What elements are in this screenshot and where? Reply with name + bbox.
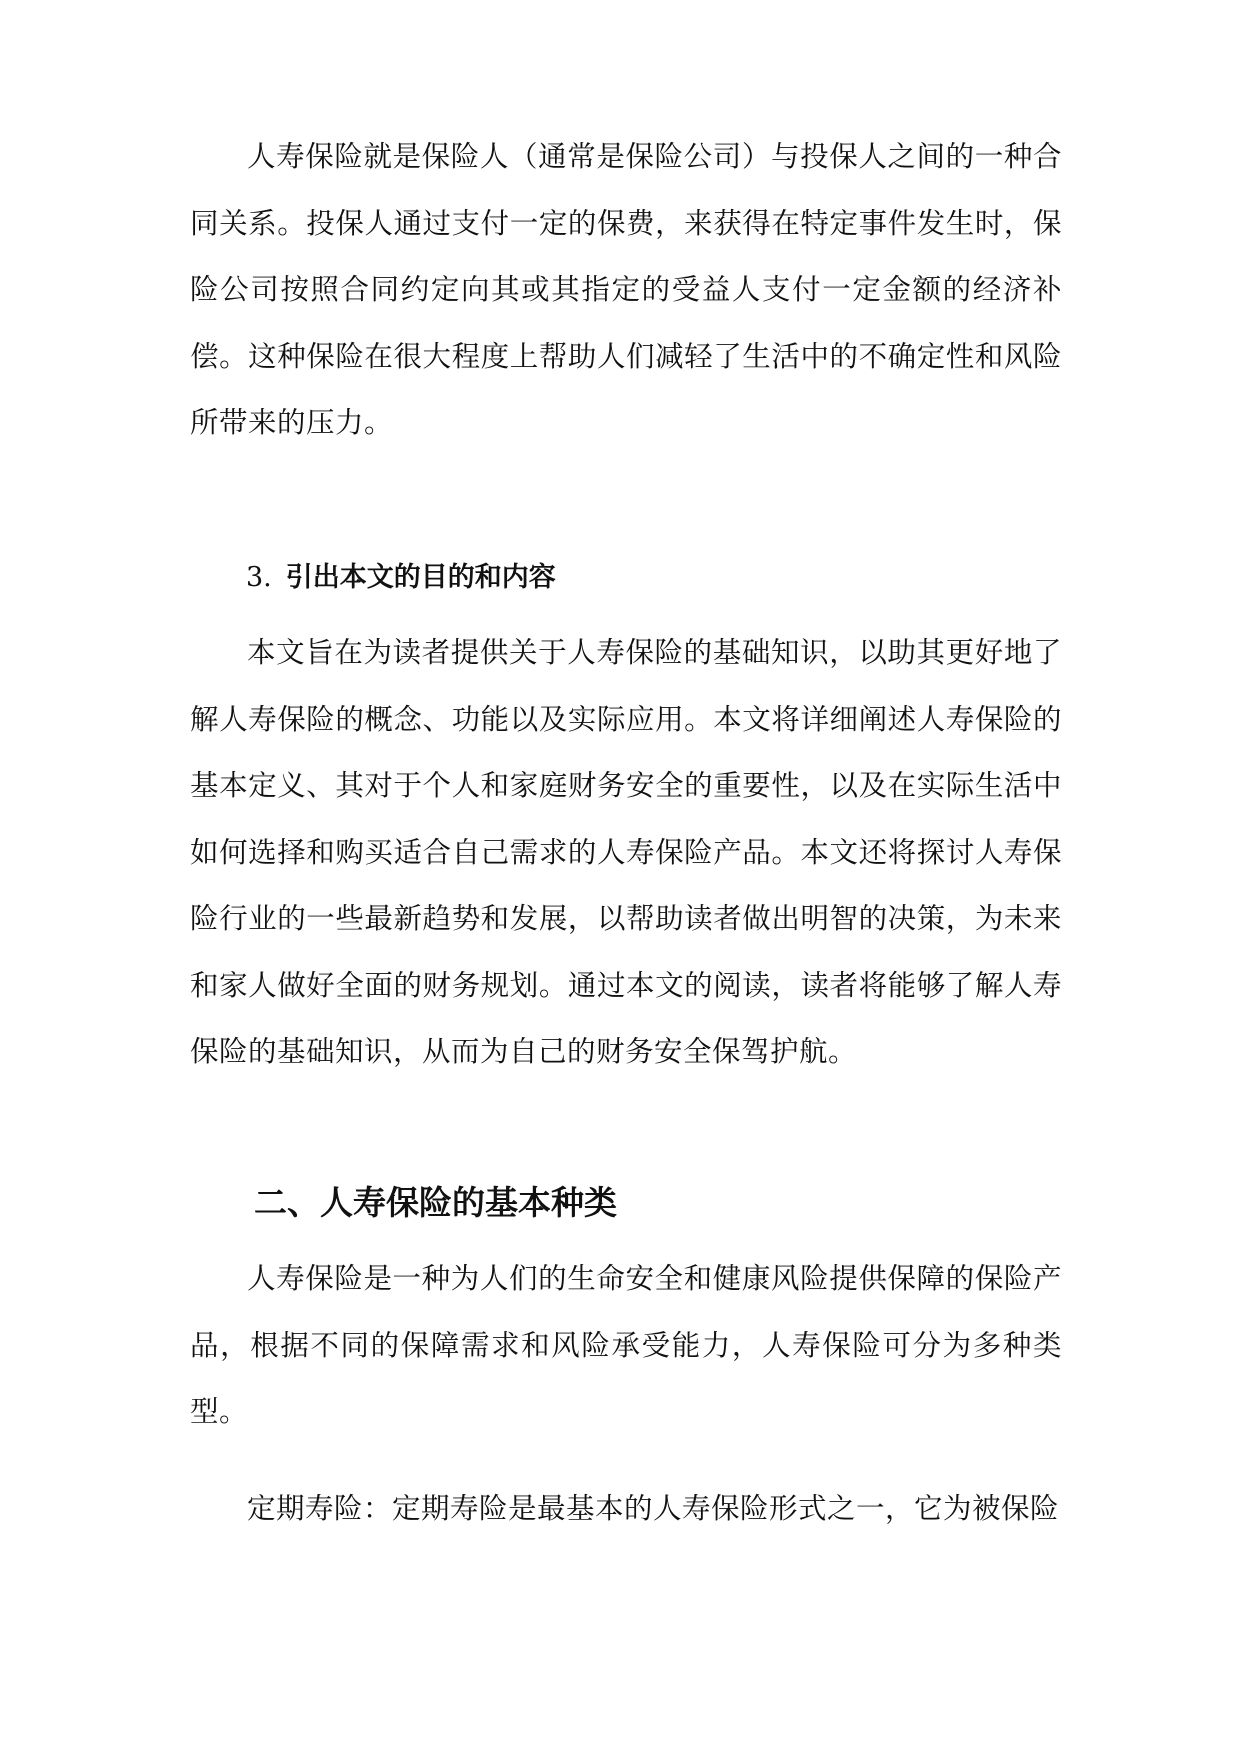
intro-paragraph: 人寿保险就是保险人（通常是保险公司）与投保人之间的一种合同关系。投保人通过支付一定的保费，来获得在特定事件发生时，保险公司按照合同约定向其或其指定的受益人支付一定金额的经济补偿。这种保险在很大程度上帮助人们减轻了生活中的不确定性和风险所带来的压力。: [190, 140, 1062, 439]
subsection-number: 3.: [246, 562, 272, 593]
purpose-paragraph: 本文旨在为读者提供关于人寿保险的基础知识，以助其更好地了解人寿保险的概念、功能以及实际应用。本文将详细阐述人寿保险的基本定义、其对于个人和家庭财务安全的重要性，以及在实际生活中如何选择和购买适合自己需求的人寿保险产品。本文还将探讨人寿保险行业的一些最新趋势和发展，以帮助读者做出明智的决策，为未来和家人做好全面的财务规划。通过本文的阅读，读者将能够了解人寿保险的基础知识，从而为自己的财务安全保驾护航。: [190, 636, 1062, 1068]
section-heading: 二、人寿保险的基本种类: [254, 1183, 617, 1222]
subsection-heading: [190, 558, 1118, 598]
term-life-paragraph: 定期寿险：定期寿险是最基本的人寿保险形式之一，它为被保险: [247, 1492, 1060, 1525]
types-intro-paragraph: 人寿保险是一种为人们的生命安全和健康风险提供保障的保险产品，根据不同的保障需求和风险承受能力，人寿保险可分为多种类型。: [190, 1262, 1062, 1428]
subsection-title: 引出本文的目的和内容: [285, 562, 556, 593]
